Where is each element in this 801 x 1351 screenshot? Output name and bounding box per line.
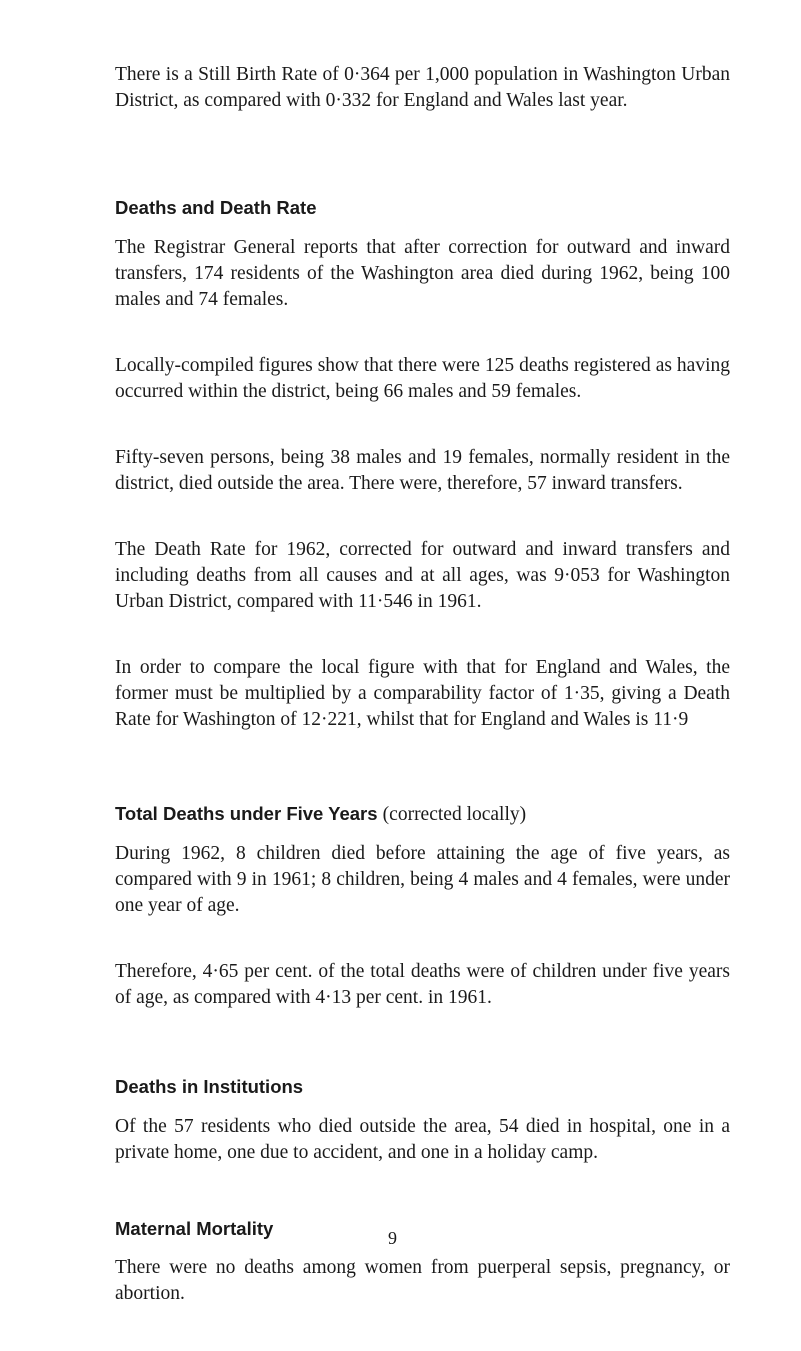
deaths-text-1: The Registrar General reports that after correction for outward and inward transfers, 174 residents of the Washington area died during 1962, being 100 males and 74 females. [115, 237, 730, 310]
under-five-text-1: During 1962, 8 children died before attaining the age of five years, as compared with 9 in 1961; 8 children, being 4 males and 4 females, were under one year of age. [115, 843, 730, 916]
institutions-text: Of the 57 residents who died outside the area, 54 died in hospital, one in a private home, one due to accident, and one in a holiday camp. [115, 1116, 730, 1163]
deaths-paragraph-3 [115, 445, 730, 497]
institutions-paragraph [115, 1114, 730, 1166]
deaths-paragraph-5 [115, 655, 730, 733]
maternal-heading: Maternal Mortality [115, 1218, 274, 1239]
deaths-text-5: In order to compare the local figure with that for England and Wales, the former must be multiplied by a comparability factor of 1·35, giving a Death Rate for Washington of 12·221, whilst that for England and Wales is 11·9 [115, 657, 730, 730]
deaths-text-4: The Death Rate for 1962, corrected for outward and inward transfers and including deaths from all causes and at all ages, was 9·053 for Washington Urban District, compared with 11·546 in 1961. [115, 539, 730, 612]
deaths-text-3: Fifty-seven persons, being 38 males and 19 females, normally resident in the district, died outside the area. There were, therefore, 57 inward transfers. [115, 447, 730, 494]
maternal-paragraph [115, 1255, 730, 1307]
still-birth-paragraph [115, 62, 730, 114]
under-five-paragraph-1 [115, 841, 730, 919]
under-five-paragraph-2 [115, 959, 730, 1011]
deaths-text-2: Locally-compiled figures show that there were 125 deaths registered as having occurred within the district, being 66 males and 59 females. [115, 355, 730, 402]
institutions-heading: Deaths in Institutions [115, 1076, 304, 1097]
under-five-heading-title: Total Deaths under Five Years [115, 803, 378, 824]
still-birth-text: There is a Still Birth Rate of 0·364 per 1,000 population in Washington Urban District, as compared with 0·332 for England and Wales last year. [115, 64, 730, 111]
under-five-heading [115, 801, 526, 828]
deaths-paragraph-2 [115, 353, 730, 405]
deaths-heading: Deaths and Death Rate [115, 197, 317, 218]
maternal-text: There were no deaths among women from puerperal sepsis, pregnancy, or abortion. [115, 1257, 730, 1304]
under-five-text-2: Therefore, 4·65 per cent. of the total deaths were of children under five years of age, as compared with 4·13 per cent. in 1961. [115, 961, 730, 1008]
deaths-paragraph-1 [115, 235, 730, 313]
page-number: 9 [388, 1228, 397, 1248]
under-five-heading-subtitle: (corrected locally) [382, 804, 527, 825]
deaths-paragraph-4 [115, 537, 730, 615]
